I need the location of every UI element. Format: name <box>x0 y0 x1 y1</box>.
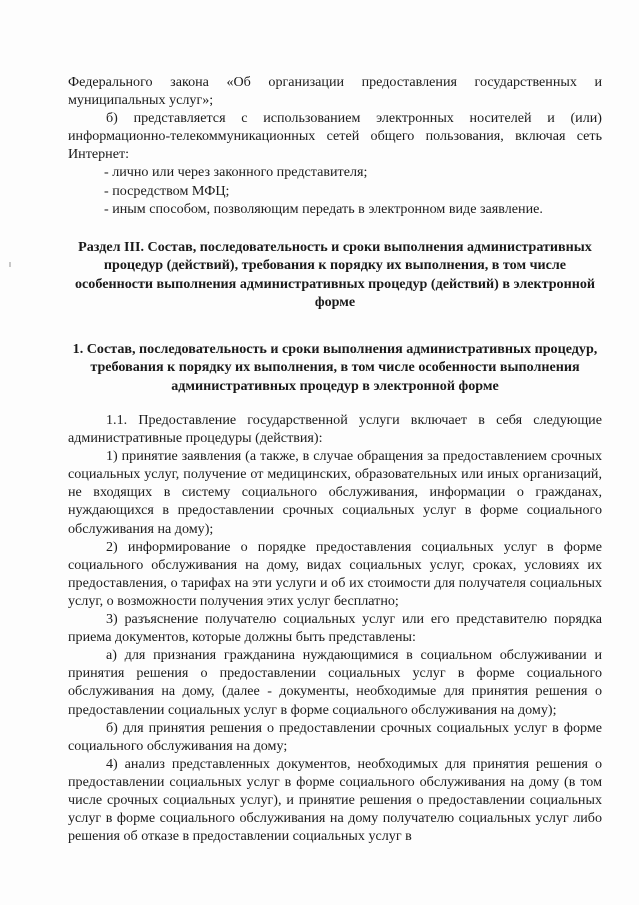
subsection-heading: 1. Состав, последовательность и сроки выполнения административных процедур, требования к порядку их выполнения, в том числе особенности выполнения административных процедур в электронной форме <box>72 341 598 394</box>
intro-paragraph-law: Федерального закона «Об организации предоставления государственных и муниципальных услуг»; <box>68 74 602 109</box>
procedure-item: 4) анализ представленных документов, необходимых для принятия решения о предоставлении социальных услуг в форме социального обслуживания на дому (в том числе срочных социальных услуг), и принятие решения о предоставлении социальных услуг в форме социального обслуживания на дому получателю социальных услуг либо решения об отказе в предоставлении социальных услуг в <box>68 755 602 845</box>
intro-bullet: - лично или через законного представителя; <box>104 164 368 181</box>
procedure-subitem: б) для принятия решения о предоставлении срочных социальных услуг в форме социального обслуживания на дому; <box>68 719 602 754</box>
intro-bullet: - посредством МФЦ; <box>104 182 230 199</box>
intro-paragraph-b: б) представляется с использованием электронных носителей и (или) информационно-телекоммуникационных сетей общего пользования, включая сеть Интернет: <box>68 110 602 163</box>
intro-bullet: - иным способом, позволяющим передать в электронном виде заявление. <box>104 200 543 217</box>
intro-block <box>68 73 602 218</box>
section-heading: Раздел III. Состав, последовательность и сроки выполнения административных процедур (действий), требования к порядку их выполнения, в том числе особенности выполнения административных процедур (действий) в электронной форме <box>74 239 596 310</box>
procedure-item: 1) принятие заявления (а также, в случае обращения за предоставлением срочных социальных услуг, получение от медицинских, образовательных или иных организаций, не входящих в систему социального обслуживания, информации о гражданах, нуждающихся в предоставлении срочных социальных услуг в форме социального обслуживания на дому); <box>68 448 602 537</box>
procedure-item: 2) информирование о порядке предоставления социальных услуг в форме социального обслуживания на дому, видах социальных услуг, сроках, условиях их предоставления, о тарифах на эти услуги и об их стоимости для получателя социальных услуг, о возможности получения этих услуг бесплатно; <box>68 538 602 609</box>
procedure-list <box>68 411 602 845</box>
procedure-intro: 1.1. Предоставление государственной услуги включает в себя следующие административные процедуры (действия): <box>68 412 602 447</box>
scan-mark <box>9 262 11 267</box>
procedure-item: 3) разъяснение получателю социальных услуг или его представителю порядка приема документов, которые должны быть представлены: <box>68 611 602 646</box>
procedure-subitem: а) для признания гражданина нуждающимися в социальном обслуживании и принятия решения о предоставлении социальных услуг в форме социального обслуживания на дому, (далее - документы, необходимые для принятия решения о предоставлении социальных услуг в форме социального обслуживания на дому); <box>68 647 602 718</box>
